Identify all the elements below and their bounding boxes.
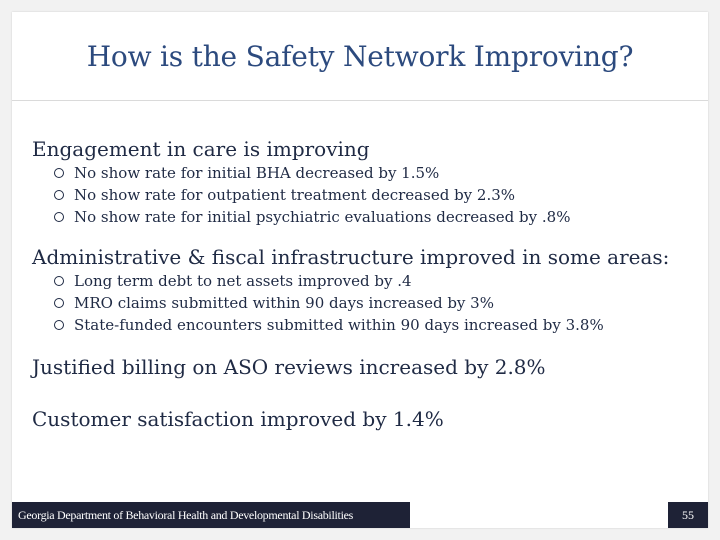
circle-bullet-icon <box>54 168 64 178</box>
footer-organization: Georgia Department of Behavioral Health and Developmental Disabilities <box>12 502 410 528</box>
section-heading-engagement: Engagement in care is improving <box>32 137 370 161</box>
bullet-text: No show rate for outpatient treatment decreased by 2.3% <box>74 186 516 204</box>
footer <box>12 502 708 528</box>
circle-bullet-icon <box>54 190 64 200</box>
bullet-list-administrative <box>32 270 700 336</box>
circle-bullet-icon <box>54 276 64 286</box>
circle-bullet-icon <box>54 298 64 308</box>
bullet-text: MRO claims submitted within 90 days increased by 3% <box>74 294 494 312</box>
section-heading-billing: Justified billing on ASO reviews increased by 2.8% <box>32 355 546 379</box>
list-item <box>54 314 700 336</box>
circle-bullet-icon <box>54 320 64 330</box>
title-box <box>12 12 708 101</box>
slide-title: How is the Safety Network Improving? <box>86 39 634 73</box>
bullet-text: No show rate for initial BHA decreased by 1.5% <box>74 164 440 182</box>
section-heading-administrative: Administrative & fiscal infrastructure improved in some areas: <box>32 245 670 269</box>
slide <box>12 12 708 528</box>
bullet-text: No show rate for initial psychiatric evaluations decreased by .8% <box>74 208 571 226</box>
bullet-text: Long term debt to net assets improved by .4 <box>74 272 412 290</box>
list-item <box>54 292 700 314</box>
list-item <box>54 270 700 292</box>
list-item <box>54 162 700 184</box>
page-number: 55 <box>668 502 708 528</box>
bullet-text: State-funded encounters submitted within 90 days increased by 3.8% <box>74 316 604 334</box>
list-item <box>54 206 700 228</box>
bullet-list-engagement <box>32 162 700 228</box>
slide-content <box>32 136 700 432</box>
list-item <box>54 184 700 206</box>
section-heading-satisfaction: Customer satisfaction improved by 1.4% <box>32 407 444 431</box>
circle-bullet-icon <box>54 212 64 222</box>
